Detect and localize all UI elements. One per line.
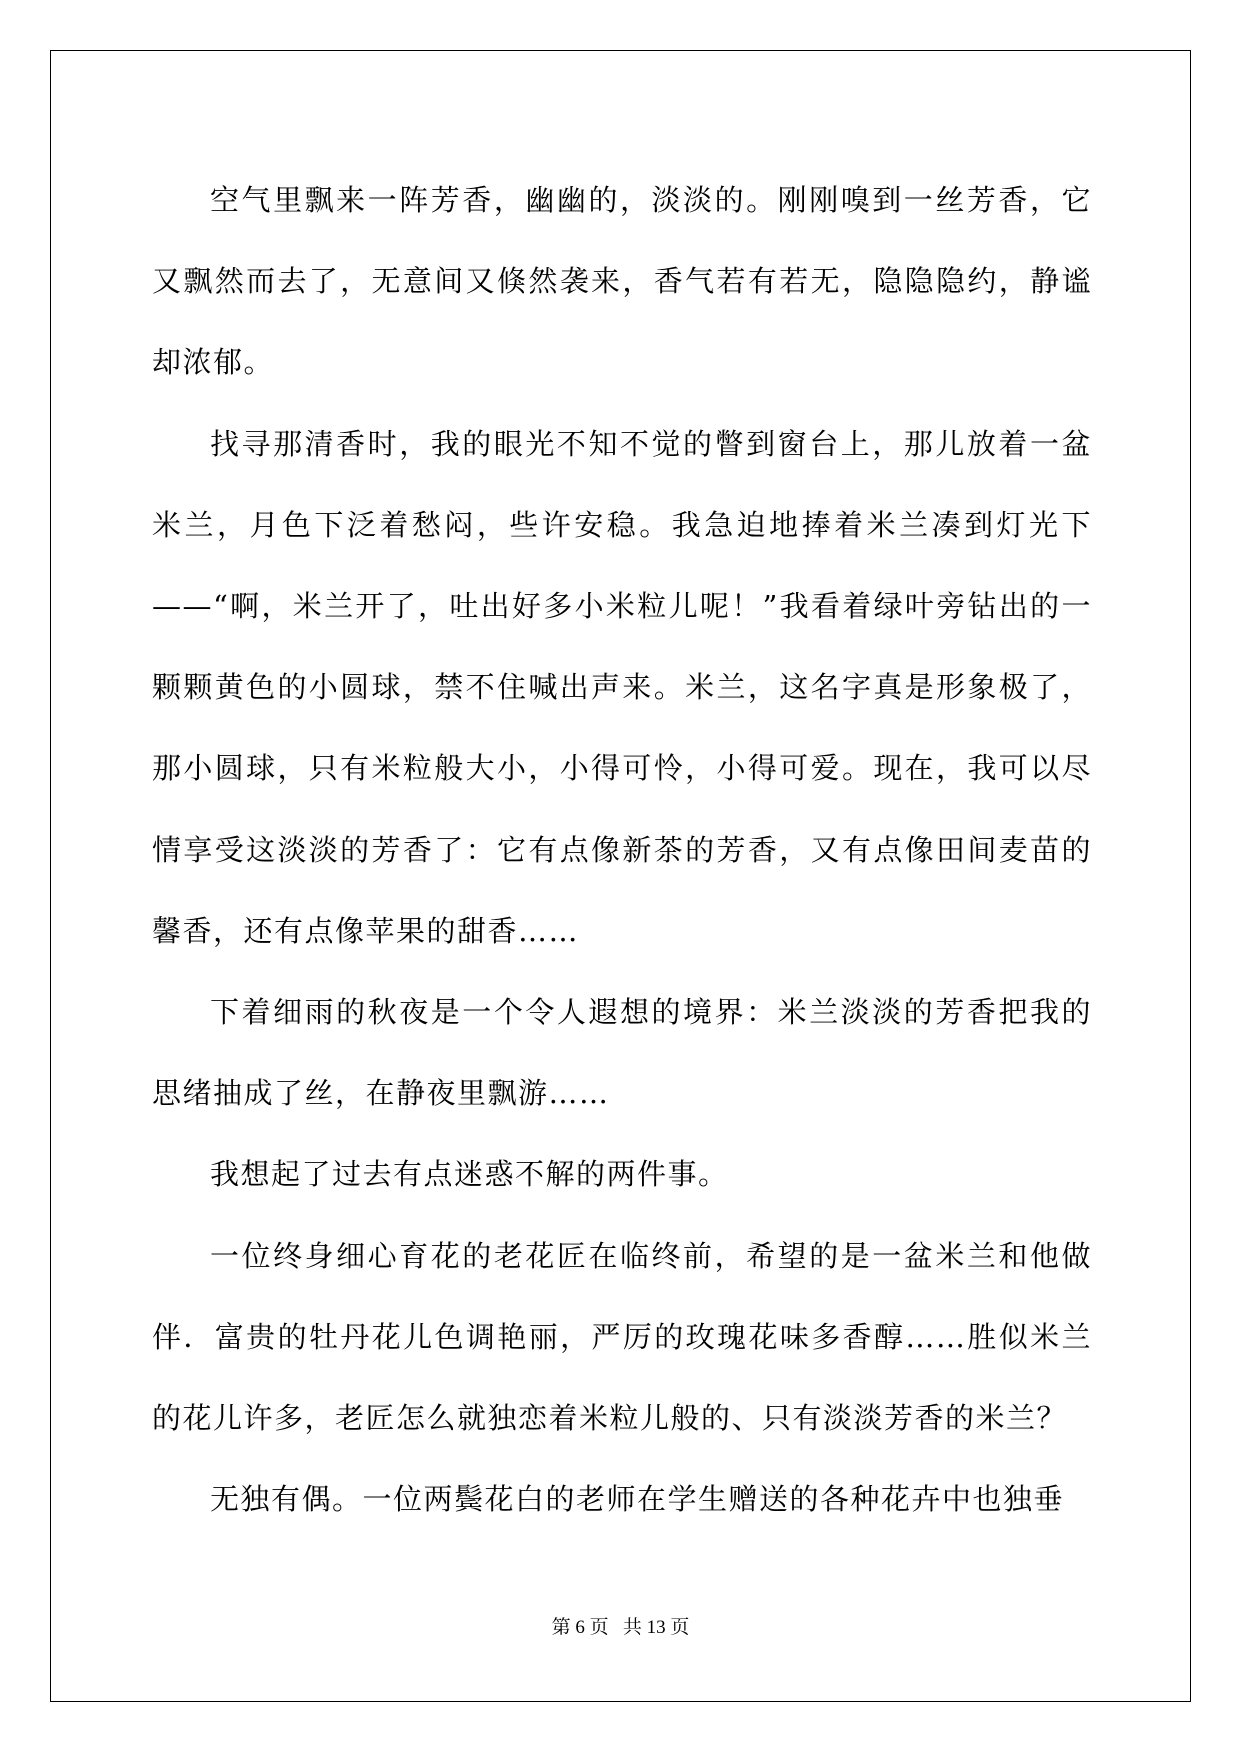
paragraph-3: 下着细雨的秋夜是一个令人遐想的境界：米兰淡淡的芳香把我的思绪抽成了丝，在静夜里飘游……	[152, 995, 1092, 1111]
document-body	[152, 160, 1092, 1540]
paragraph-2: 找寻那清香时，我的眼光不知不觉的瞥到窗台上，那儿放着一盆米兰，月色下泛着愁闷，些许安稳。我急迫地捧着米兰凑到灯光下——“啊，米兰开了，吐出好多小米粒儿呢！”我看着绿叶旁钻出的一颗颗黄色的小圆球，禁不住喊出声来。米兰，这名字真是形象极了，那小圆球，只有米粒般大小，小得可怜，小得可爱。现在，我可以尽情享受这淡淡的芳香了：它有点像新茶的芳香，又有点像田间麦苗的馨香，还有点像苹果的甜香……	[152, 426, 1092, 948]
paragraph-5: 一位终身细心育花的老花匠在临终前，希望的是一盆米兰和他做伴．富贵的牡丹花儿色调艳丽，严厉的玫瑰花味多香醇……胜似米兰的花儿许多，老匠怎么就独恋着米粒儿般的、只有淡淡芳香的米兰？	[152, 1238, 1092, 1436]
page-number-footer: 第 6 页 共 13 页	[551, 1617, 690, 1638]
paragraph-1: 空气里飘来一阵芳香，幽幽的，淡淡的。刚刚嗅到一丝芳香，它又飘然而去了，无意间又倏然袭来，香气若有若无，隐隐隐约，静谧却浓郁。	[152, 183, 1092, 380]
paragraph-6: 无独有偶。一位两鬓花白的老师在学生赠送的各种花卉中也独垂	[210, 1482, 1065, 1517]
paragraph-4: 我想起了过去有点迷惑不解的两件事。	[210, 1157, 729, 1192]
